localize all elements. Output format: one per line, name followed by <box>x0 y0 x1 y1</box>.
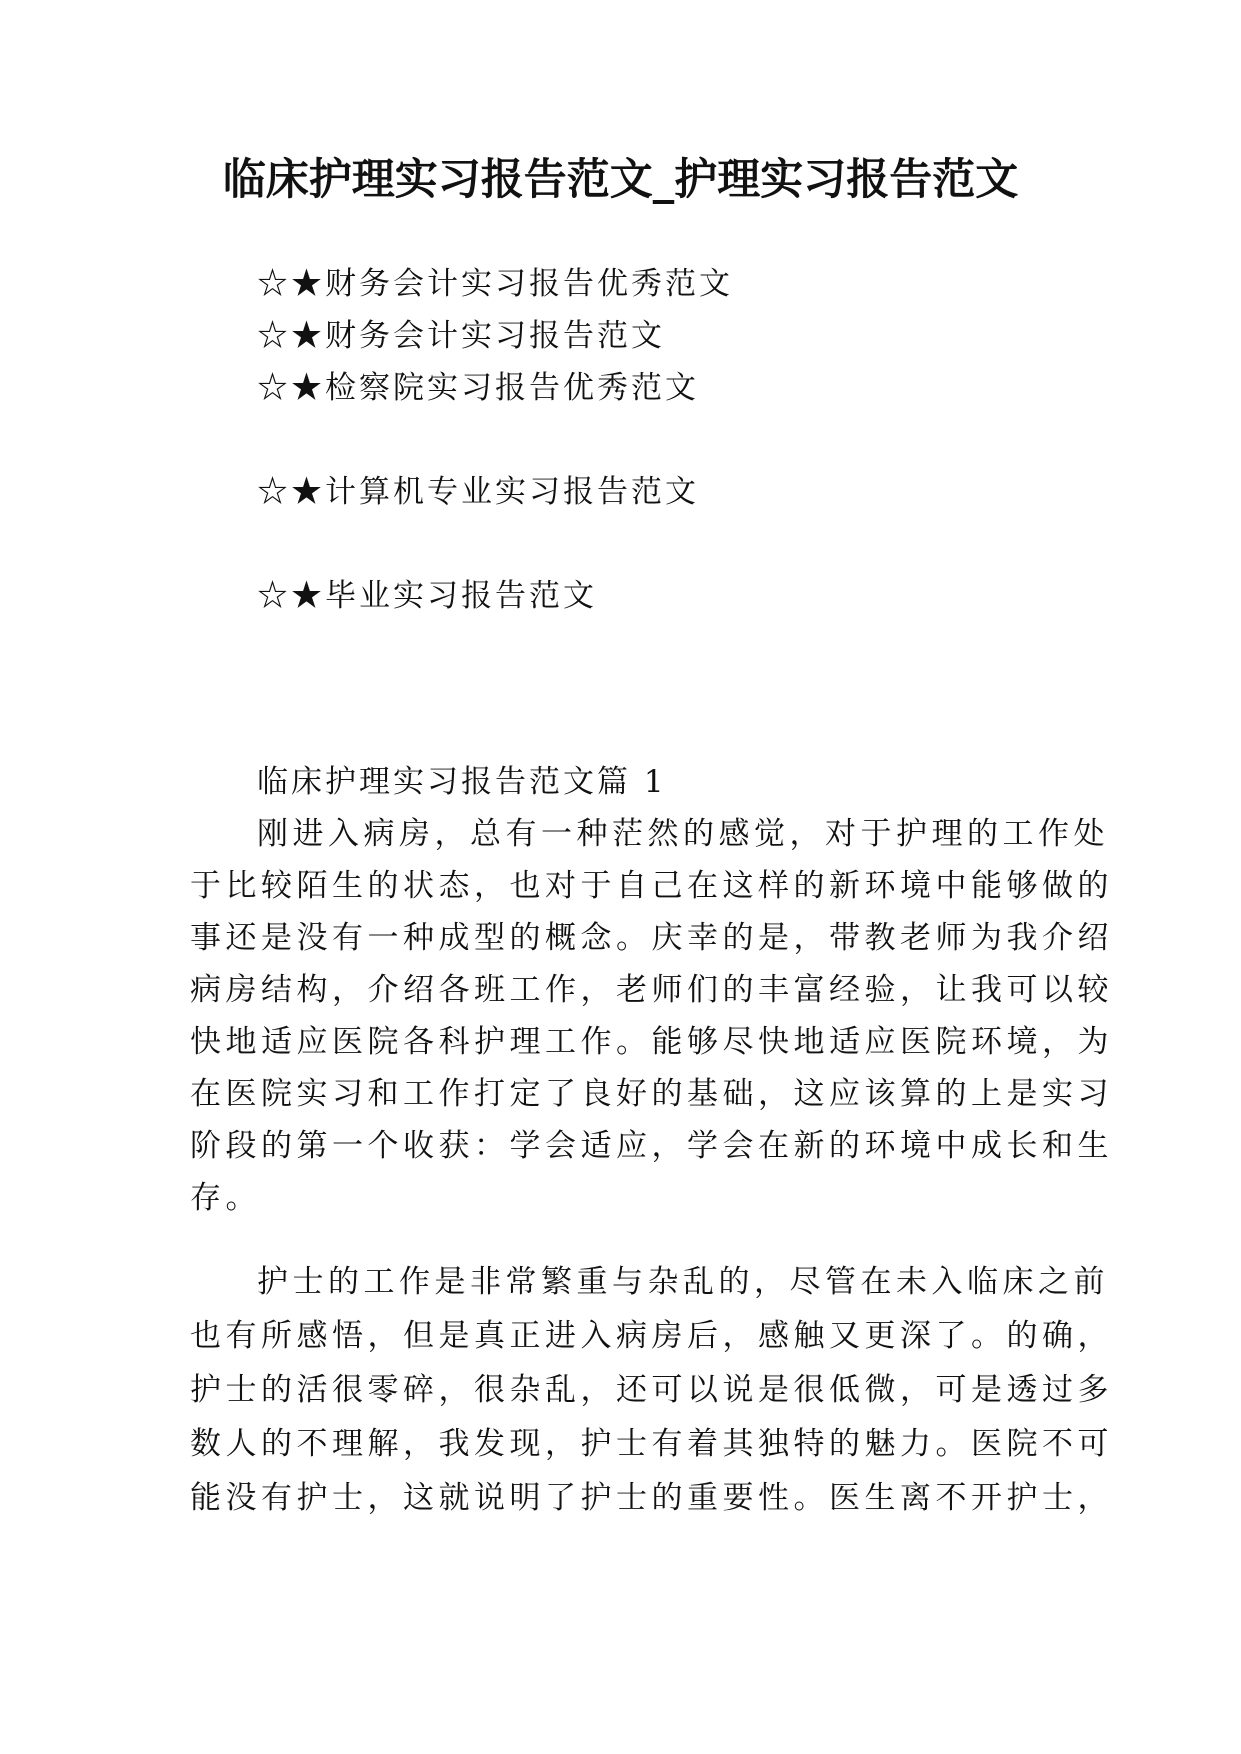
paragraph-line: 阶段的第一个收获：学会适应，学会在新的环境中成长和生 <box>190 1128 1113 1164</box>
paragraph-line: 在医院实习和工作打定了良好的基础，这应该算的上是实习 <box>190 1076 1113 1112</box>
paragraph-line: 护士的工作是非常繁重与杂乱的，尽管在未入临床之前 <box>257 1264 1109 1300</box>
related-link-computer-major[interactable]: ☆★计算机专业实习报告范文 <box>257 474 699 510</box>
document-title: 临床护理实习报告范文_护理实习报告范文 <box>222 155 1019 205</box>
paragraph-line: 护士的活很零碎，很杂乱，还可以说是很低微，可是透过多 <box>190 1372 1113 1408</box>
section-heading: 临床护理实习报告范文篇 1 <box>257 764 667 800</box>
paragraph-line: 数人的不理解，我发现，护士有着其独特的魅力。医院不可 <box>190 1426 1113 1462</box>
related-link-finance-accounting[interactable]: ☆★财务会计实习报告范文 <box>257 318 665 354</box>
paragraph-line: 存。 <box>190 1180 261 1216</box>
paragraph-line: 病房结构，介绍各班工作，老师们的丰富经验，让我可以较 <box>190 972 1113 1008</box>
paragraph-line: 能没有护士，这就说明了护士的重要性。医生离不开护士， <box>190 1480 1113 1516</box>
related-link-procuratorate[interactable]: ☆★检察院实习报告优秀范文 <box>257 370 699 406</box>
related-link-finance-accounting-excellent[interactable]: ☆★财务会计实习报告优秀范文 <box>257 266 733 302</box>
paragraph-line: 刚进入病房，总有一种茫然的感觉，对于护理的工作处 <box>257 816 1109 852</box>
paragraph-line: 事还是没有一种成型的概念。庆幸的是，带教老师为我介绍 <box>190 920 1113 956</box>
related-link-graduation[interactable]: ☆★毕业实习报告范文 <box>257 578 597 614</box>
paragraph-line: 于比较陌生的状态，也对于自己在这样的新环境中能够做的 <box>190 868 1113 904</box>
paragraph-line: 也有所感悟，但是真正进入病房后，感触又更深了。的确， <box>190 1318 1113 1354</box>
paragraph-line: 快地适应医院各科护理工作。能够尽快地适应医院环境，为 <box>190 1024 1113 1060</box>
